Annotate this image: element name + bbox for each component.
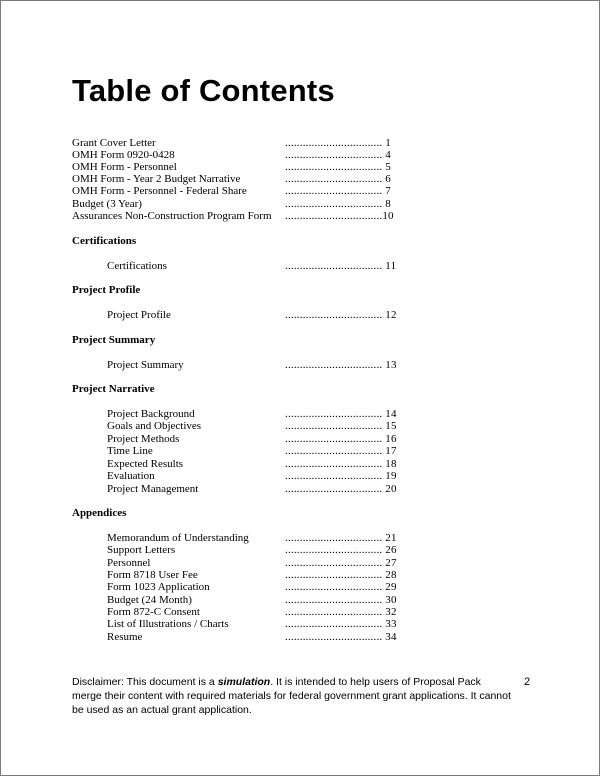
section-heading: Project Summary xyxy=(72,334,156,346)
toc-entry-page: ................................. 21 xyxy=(285,532,397,544)
disclaimer-suffix: . It is intended to help users of Proposal Pack merge their content with required materials for federal government grant applications. It cannot be used as an actual grant application. xyxy=(72,676,511,716)
toc-entry-label: OMH Form - Personnel xyxy=(72,161,177,173)
toc-entry-label: OMH Form - Personnel - Federal Share xyxy=(72,185,247,197)
toc-entry-label: List of Illustrations / Charts xyxy=(107,618,229,630)
toc-entry-label: Project Management xyxy=(107,483,199,495)
section-heading: Appendices xyxy=(72,507,127,519)
toc-entry-label: Resume xyxy=(107,631,143,643)
toc-entry-page: ................................. 4 xyxy=(285,149,391,161)
toc-entry-page: ................................. 28 xyxy=(285,569,397,581)
toc-entry-page: ................................. 29 xyxy=(285,581,397,593)
toc-entry-label: Evaluation xyxy=(107,470,155,482)
toc-entry-page: ................................. 7 xyxy=(285,185,391,197)
disclaimer-emphasis: simulation xyxy=(217,676,271,688)
toc-entry-page: ................................. 26 xyxy=(285,544,397,556)
toc-entry-page: ................................. 17 xyxy=(285,445,397,457)
toc-entry-page: ................................. 12 xyxy=(285,309,397,321)
toc-entry-page: ................................. 5 xyxy=(285,161,391,173)
toc-entry-label: Goals and Objectives xyxy=(107,420,202,432)
section-heading: Project Narrative xyxy=(72,383,155,395)
toc-entry-label: Grant Cover Letter xyxy=(72,137,156,149)
toc-entry-page: ................................. 6 xyxy=(285,173,391,185)
toc-entry-label: Project Summary xyxy=(107,359,184,371)
toc-entry-label: Time Line xyxy=(107,445,153,457)
toc-entry-page: ................................. 1 xyxy=(285,137,391,149)
toc-entry-label: Certifications xyxy=(107,260,167,272)
toc-entry-label: Project Methods xyxy=(107,433,180,445)
disclaimer-prefix: Disclaimer: This document is a xyxy=(72,676,218,688)
toc-entry-page: ................................. 27 xyxy=(285,557,397,569)
toc-entry-page: ................................. 13 xyxy=(285,359,397,371)
toc-entry-label: Personnel xyxy=(107,557,151,569)
toc-entry-page: ................................. 34 xyxy=(285,631,397,643)
toc-entry-label: Memorandum of Understanding xyxy=(107,532,249,544)
toc-entry-page: ................................. 33 xyxy=(285,618,397,630)
toc-entry-page: ................................. 19 xyxy=(285,470,397,482)
toc-entry-page: ................................. 20 xyxy=(285,483,397,495)
toc-entry-label: Assurances Non-Construction Program Form xyxy=(72,210,272,222)
toc-entry-page: ................................. 15 xyxy=(285,420,397,432)
toc-entry-label: Project Profile xyxy=(107,309,171,321)
toc-entry-label: OMH Form 0920-0428 xyxy=(72,149,175,161)
section-heading: Certifications xyxy=(72,235,137,247)
toc-entry-label: Budget (24 Month) xyxy=(107,594,192,606)
toc-entry-label: Project Background xyxy=(107,408,195,420)
toc-entry-label: Budget (3 Year) xyxy=(72,198,142,210)
toc-entry-page: ................................. 8 xyxy=(285,198,391,210)
toc-entry-page: ................................. 32 xyxy=(285,606,397,618)
disclaimer xyxy=(72,675,512,717)
toc-entry-page: ................................. 30 xyxy=(285,594,397,606)
toc-entry-page: ................................. 16 xyxy=(285,433,397,445)
toc-entry-label: OMH Form - Year 2 Budget Narrative xyxy=(72,173,241,185)
toc-entry-page: ................................. 11 xyxy=(285,260,397,272)
section-heading: Project Profile xyxy=(72,284,141,296)
toc-entry-page: ................................. 14 xyxy=(285,408,397,420)
toc-entry-label: Form 8718 User Fee xyxy=(107,569,198,581)
page-number: 2 xyxy=(524,676,531,688)
toc-entry-page: ................................. 18 xyxy=(285,458,397,470)
toc-entry-page: .................................10 xyxy=(285,210,394,222)
toc-entry-label: Support Letters xyxy=(107,544,176,556)
page-title: Table of Contents xyxy=(72,73,335,108)
toc-entry-label: Form 872-C Consent xyxy=(107,606,200,618)
toc-entry-label: Form 1023 Application xyxy=(107,581,210,593)
toc-entry-label: Expected Results xyxy=(107,458,184,470)
